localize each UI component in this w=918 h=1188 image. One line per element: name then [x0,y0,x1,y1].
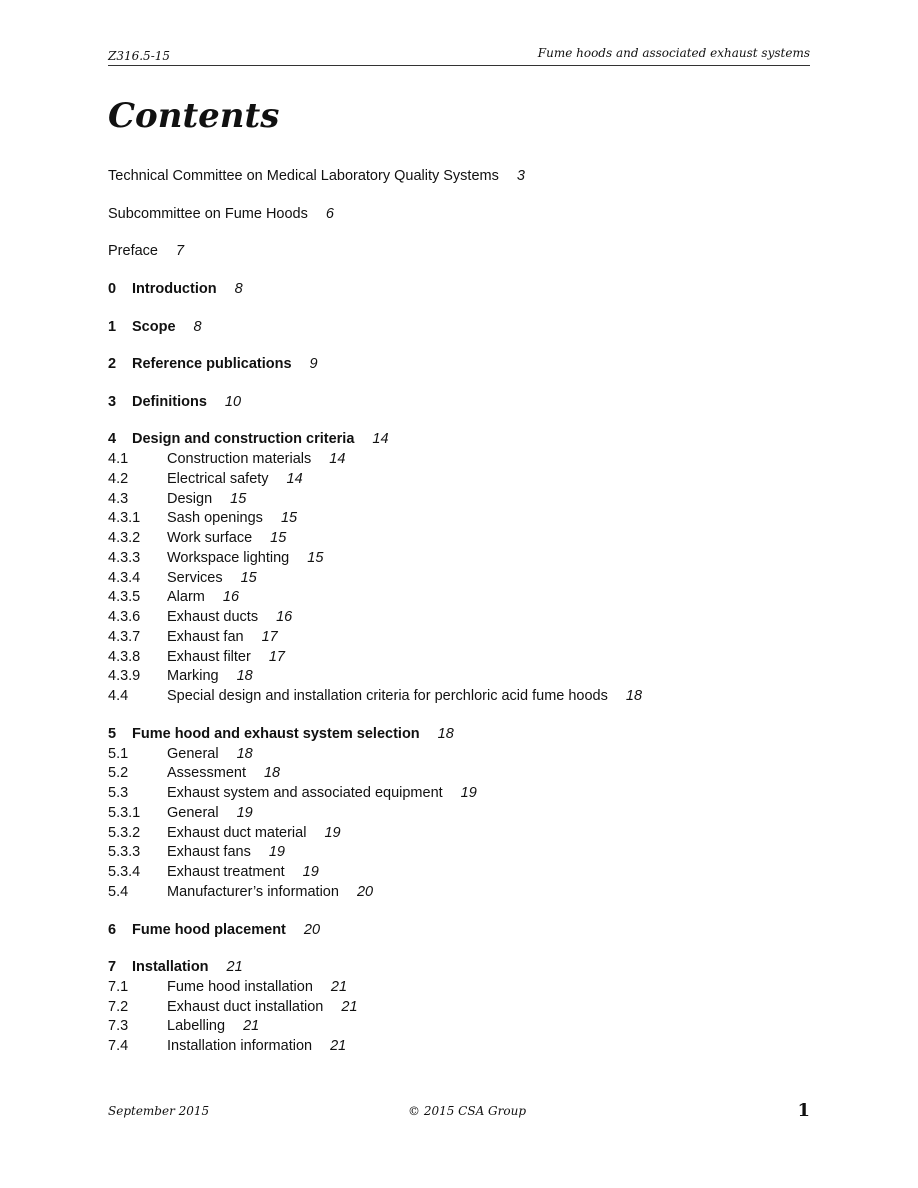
toc-entry-page: 19 [268,844,285,861]
toc-entry [108,883,810,903]
toc-entry [108,784,810,804]
toc-entry-number: 7.4 [108,1038,129,1055]
toc-entry [108,490,810,510]
toc-entry-number: 6 [108,921,117,938]
toc-entry [108,1037,810,1057]
toc-entry-page: 21 [330,978,348,995]
toc-entry [108,205,810,225]
toc-entry-title: Exhaust fans [167,844,251,861]
toc-entry-title: Scope [132,318,176,335]
toc-entry-number: 5 [108,725,117,742]
toc-entry-title: Preface [108,243,158,260]
toc-entry-title: Services [167,569,223,586]
toc-entry-page: 15 [240,569,257,586]
toc-entry-number: 4.3 [108,490,129,507]
toc-entry [108,863,810,883]
toc-entry-title: Reference publications [132,356,292,373]
toc-entry-title: Installation [132,959,209,976]
toc-entry-page: 14 [286,470,303,487]
toc-entry-page: 15 [230,490,247,507]
toc-entry [108,958,810,978]
toc-entry-page: 21 [341,998,358,1015]
toc-entry-page: 18 [236,668,253,685]
toc-entry-title: Manufacturer’s information [167,883,339,900]
toc-entry [108,588,810,608]
toc-entry-page: 16 [222,589,240,606]
toc-entry-number: 4.3.3 [108,549,141,566]
toc-entry [108,549,810,569]
toc-entry-title: Sash openings [167,510,263,527]
toc-entry-page: 6 [325,205,334,222]
toc-entry-page: 21 [226,959,243,976]
toc-entry-page: 19 [236,804,253,821]
toc-entry-page: 3 [516,168,525,184]
toc-entry [108,804,810,824]
toc-entry-page: 19 [324,824,341,841]
toc-entry-page: 20 [356,883,374,900]
toc-entry-number: 7.1 [108,978,129,995]
toc-entry-page: 17 [261,628,278,645]
toc-entry [108,430,810,450]
toc-entry-title: Workspace lighting [167,549,290,566]
toc-entry-title: Fume hood placement [132,921,286,938]
toc-entry-number: 5.4 [108,883,129,900]
toc-entry-title: Labelling [167,1018,226,1035]
table-of-contents [108,167,810,1057]
toc-entry-number: 5.3 [108,785,129,802]
toc-entry-number: 5.3.4 [108,864,141,881]
toc-entry-page: 7 [175,243,185,260]
toc-entry [108,242,810,262]
toc-entry-title: Marking [167,668,219,685]
toc-entry-number: 4 [108,431,117,448]
footer-copyright: © 2015 CSA Group [408,1104,527,1118]
toc-entry-page: 9 [309,356,318,373]
toc-entry-number: 0 [108,280,117,297]
toc-entry [108,764,810,784]
toc-entry-title: Alarm [167,589,205,606]
toc-entry-number: 7.2 [108,998,129,1015]
toc-entry-number: 4.2 [108,470,129,487]
toc-entry [108,450,810,470]
toc-entry-page: 15 [280,510,298,527]
toc-entry-page: 16 [276,609,293,626]
document-title: Fume hoods and associated exhaust systems [537,46,810,60]
toc-entry-title: Exhaust treatment [167,864,285,881]
footer-date: September 2015 [108,1104,210,1118]
toc-entry-number: 4.3.8 [108,648,141,665]
toc-entry-page: 18 [263,765,281,782]
toc-entry-page: 8 [234,280,243,297]
toc-entry [108,393,810,413]
toc-entry-number: 4.3.2 [108,530,141,547]
toc-entry-number: 2 [108,356,117,373]
toc-entry-page: 21 [330,1038,347,1055]
toc-entry [108,167,810,187]
toc-entry-page: 8 [193,318,202,335]
toc-entry-title: Exhaust filter [167,648,251,665]
toc-entry-page: 21 [243,1018,260,1035]
toc-entry-title: Design [167,490,213,507]
toc-entry [108,648,810,668]
toc-entry-title: Construction materials [167,451,312,468]
toc-entry-title: Definitions [132,393,207,410]
toc-entry [108,509,810,529]
toc-entry [108,569,810,589]
toc-entry-number: 4.1 [108,451,129,468]
toc-entry-page: 18 [625,688,643,705]
page-header [108,44,810,66]
toc-entry-number: 4.3.4 [108,569,141,586]
toc-entry [108,529,810,549]
toc-entry-number: 4.3.6 [108,609,141,626]
toc-entry-number: 4.3.5 [108,589,141,606]
toc-entry-page: 14 [329,451,346,468]
toc-entry-title: Design and construction criteria [132,431,355,448]
toc-entry-number: 4.4 [108,688,129,705]
toc-entry-page: 18 [236,745,253,762]
toc-entry-page: 10 [224,393,242,410]
toc-entry-number: 5.1 [108,745,129,762]
toc-entry [108,978,810,998]
toc-entry-title: Subcommittee on Fume Hoods [108,205,308,222]
toc-entry [108,280,810,300]
toc-entry-title: Exhaust duct installation [167,998,324,1015]
toc-entry [108,470,810,490]
toc-entry [108,921,810,941]
toc-entry-number: 7 [108,959,117,976]
toc-entry-title: General [167,745,219,762]
toc-entry-page: 19 [302,864,319,881]
toc-entry-number: 5.3.3 [108,844,141,861]
toc-entry [108,628,810,648]
toc-entry-title: Work surface [167,530,253,547]
toc-entry-title: Installation information [167,1038,313,1055]
toc-entry-number: 5.3.2 [108,824,141,841]
toc-entry [108,687,810,707]
page-number: 1 [797,1100,810,1121]
toc-entry-title: Assessment [167,765,246,782]
toc-entry-page: 15 [270,530,287,547]
toc-entry-title: Exhaust system and associated equipment [167,785,443,802]
toc-entry-number: 7.3 [108,1018,129,1035]
toc-entry-number: 3 [108,393,117,410]
toc-entry-number: 5.3.1 [108,804,141,821]
toc-entry-title: Exhaust ducts [167,609,259,626]
toc-entry-page: 17 [268,648,285,665]
toc-entry-number: 4.3.9 [108,668,141,685]
toc-entry-number: 1 [108,318,117,335]
toc-entry-title: Exhaust duct material [167,824,307,841]
toc-entry-page: 19 [460,785,477,802]
toc-entry [108,1017,810,1037]
toc-entry-number: 5.2 [108,765,129,782]
toc-entry [108,355,810,375]
toc-entry-title: Introduction [132,280,217,297]
toc-entry-number: 4.3.7 [108,628,141,645]
toc-entry-title: Technical Committee on Medical Laboratory Quality Systems [108,168,499,184]
toc-entry [108,667,810,687]
toc-entry [108,998,810,1018]
toc-entry [108,843,810,863]
toc-entry-page: 18 [437,725,454,742]
toc-entry-number: 4.3.1 [108,510,141,527]
toc-entry [108,318,810,338]
toc-entry-page: 14 [372,431,389,448]
toc-entry-title: Special design and installation criteria for perchloric acid fume hoods [167,688,608,705]
toc-entry [108,824,810,844]
toc-entry-title: Exhaust fan [167,628,244,645]
toc-entry-page: 15 [307,549,324,566]
toc-entry [108,725,810,745]
toc-entry-title: Fume hood installation [167,978,313,995]
toc-entry-title: Fume hood and exhaust system selection [132,725,420,742]
toc-entry-title: Electrical safety [167,470,269,487]
toc-entry [108,745,810,765]
toc-entry [108,608,810,628]
toc-entry-page: 20 [303,921,321,938]
toc-entry-title: General [167,804,219,821]
standard-number: Z316.5-15 [108,49,171,63]
page-title: Contents [108,96,280,136]
